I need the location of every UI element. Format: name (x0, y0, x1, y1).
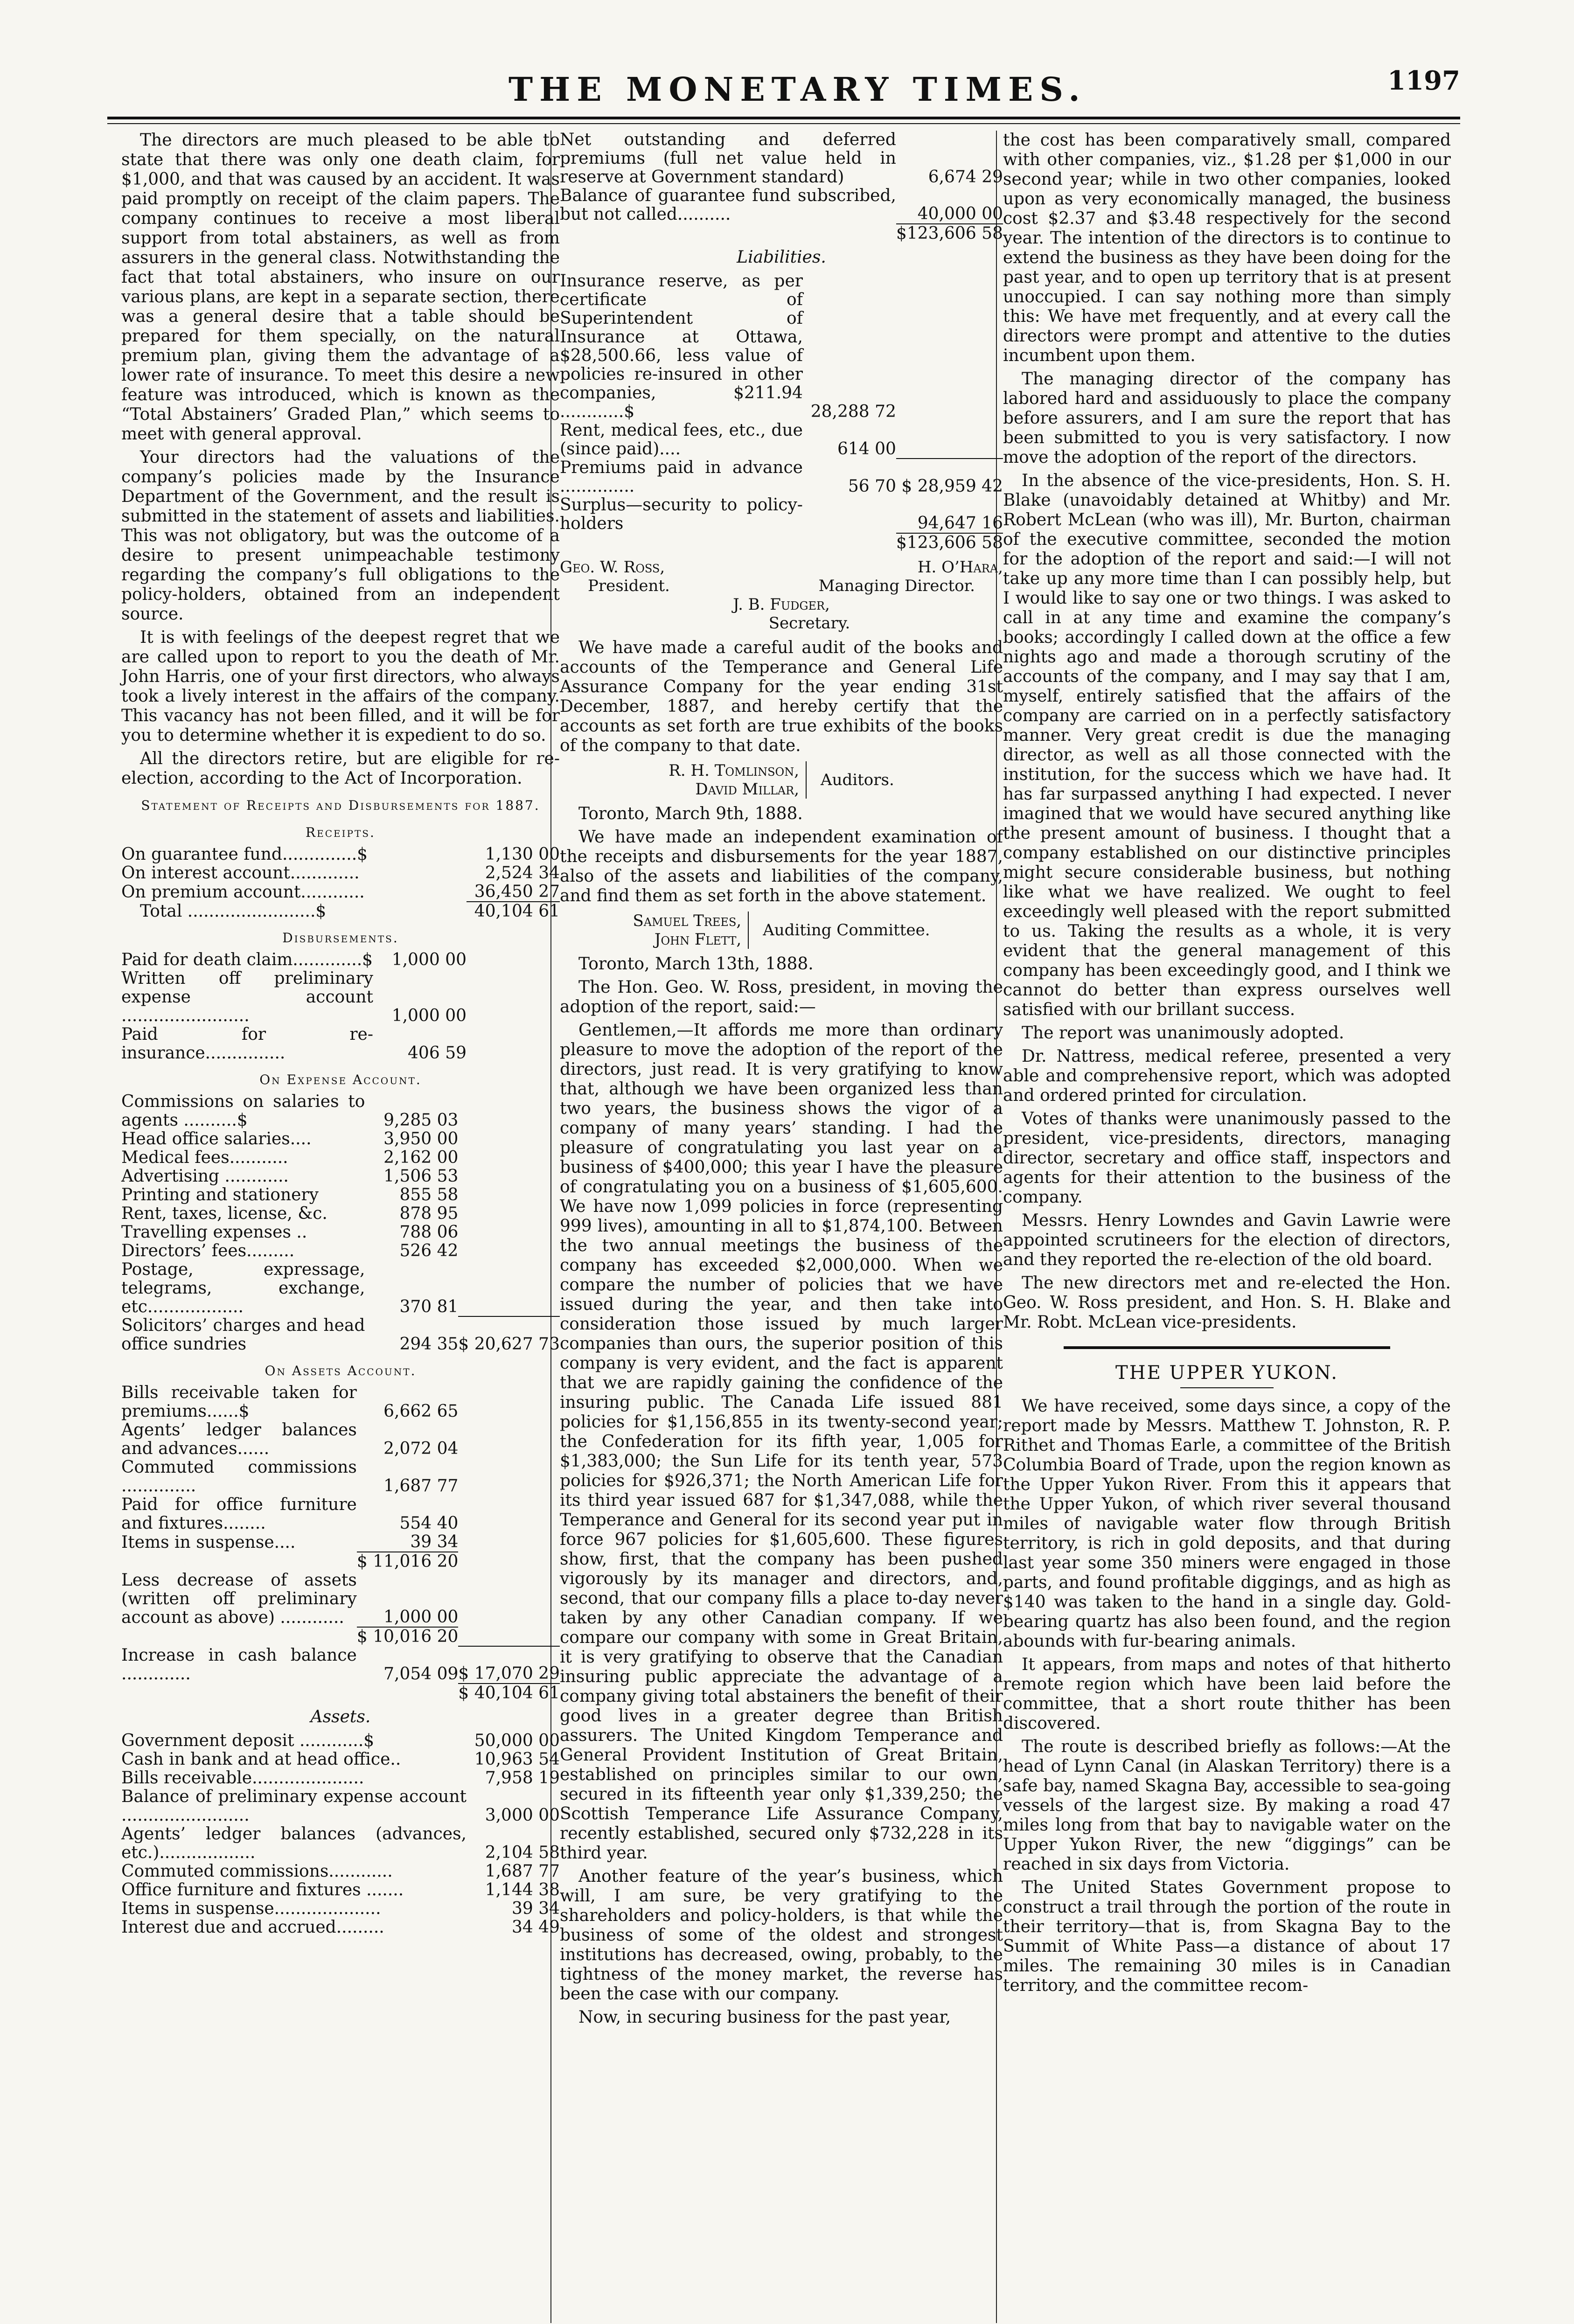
subtotal-row (121, 1627, 560, 1646)
table-row (121, 1130, 560, 1148)
amount-cell: 10,963 54 (474, 1750, 560, 1769)
assets-account-table (121, 1384, 560, 1703)
paragraph: Gentlemen,—It affords me more than ordinary pleasure to move the adoption of the report of the directors, just read. It is very gratifying to know that, although we have been organized less than two years, the business shows the vigor of a company of many years’ standing. I had the pleasure of congratulating you last year on a business of $400,000; this year I have the pleasure of congratulating you on a business of $1,605,600. We have now 1,099 policies in force (representing 999 lives), amounting in all to $1,874,100. Between the two annual meetings the business of the company has exceeded $2,000,000. When we compare the number of policies that we have issued during the year, and then take into consideration those issued by much larger companies than ours, the superior position of this company is very evident, and the fact is apparent that we are rapidly gaining the confidence of the insuring public. The Canada Life issued 881 policies for $1,156,855 in its twenty-second year; the Confederation for its fifth year, 1,005 for $1,383,000; the Sun Life for its tenth year, 573 policies for $926,371; the North American Life for its third year issued 687 for $1,347,088, while the Temperance and General for its second year put in force 967 policies for $1,605,600. These figures show, first, that the company has been pushed vigorously by its manager and directors, and, second, that our company fills a place to-day never taken by any other Canadian company. If we compare our company with some in Great Britain, it is very gratifying to observe that the Canadian insuring public appreciate the advantage of a company giving total abstainers the benefit of their good lives in a greater degree than British assurers. The United Kingdom Temperance and General Provident Institution of Great Britain, established on principles similar to our own, secured in its fifteenth year only $1,339,250; the Scottish Temperance Life Assurance Company, recently established, secured only $732,228 in its third year. (560, 1021, 1003, 1863)
amount-cell: 28,288 72 (810, 402, 896, 421)
amount-cell: 40,104 61 (467, 902, 560, 921)
label-cell: Advertising ............ (121, 1167, 289, 1186)
masthead-title: THE MONETARY TIMES. (508, 70, 1086, 109)
table-row (121, 1571, 560, 1627)
label-cell: Solicitors’ charges and head office sundries (121, 1316, 365, 1354)
table-row (560, 496, 1003, 533)
total-row (121, 902, 560, 921)
label-cell: Items in suspense.... (121, 1533, 296, 1552)
liabilities-heading: Liabilities. (737, 248, 826, 267)
label-cell: Rent, medical fees, etc., due (since paid).... (560, 421, 803, 459)
label-cell: Printing and stationery (121, 1185, 319, 1204)
amount-cell: 1,687 77 (383, 1476, 459, 1496)
amount-cell (373, 845, 467, 864)
amount-cell: $123,606 58 (896, 224, 1003, 243)
table-row (121, 1025, 560, 1063)
table-row (121, 1769, 560, 1788)
amount-cell (803, 533, 896, 552)
total-row (121, 1684, 560, 1703)
paragraph: The Hon. Geo. W. Ross, president, in moving the adoption of the report, said:— (560, 978, 1003, 1016)
total-row (560, 533, 1003, 552)
expense-table (121, 1092, 560, 1354)
table-row (121, 1732, 560, 1750)
label-cell: Total ........................$ (140, 902, 327, 921)
auditor-name: R. H. Tomlinson, (669, 761, 800, 780)
label-cell: Bills receivable taken for premiums......$ (121, 1383, 357, 1421)
paragraph: We have made an independent examination of the receipts and disbursements for the year 1887, also of the assets and liabilities of the company, and find them as set forth in the above statement. (560, 828, 1003, 905)
dateline: Toronto, March 9th, 1888. (578, 804, 803, 823)
amount-cell: 1,506 53 (383, 1167, 459, 1186)
amount-cell: 2,104 58 (485, 1843, 560, 1862)
paragraph: The route is described briefly as follows:—At the head of Lynn Canal (in Alaskan Territory) there is a safe bay, named Skagna Bay, accessible to sea-going vessels of the largest size. By making a road 47 miles long from that bay to navigable water on the Upper Yukon River, the new “diggings” can be reached in six days from Victoria. (1003, 1737, 1451, 1874)
amount-cell: 50,000 00 (474, 1731, 560, 1750)
label-cell (560, 533, 803, 552)
auditor-name: David Millar, (695, 780, 800, 799)
signatory-name: J. B. Fudger, (733, 595, 830, 614)
amount-cell (458, 1421, 560, 1458)
paragraph: In the absence of the vice-presidents, Hon. S. H. Blake (unavoidably detained at Whitby) and Mr. Robert McLean (who was ill), Mr. Burton, chairman of the executive committee, seconded the motion for the adoption of the report and said:—I will not take up any more time than I can possibly help, but I would like to say one or two things. I was asked to call in at any time and examine the company’s books; accordingly I called down at the office a few nights ago and made a thorough scrutiny of the accounts of the company, and I may say that I am, myself, entirely satisfied that the affairs of the company are carried on in a perfectly satisfactory manner. Very great credit is due the managing director, as well as all those connected with the institution, for the success which we have had. It has far surpassed anything I had expected. I never imagined that we would have secured anything like the present amount of business. I thought that a company established on our distinctive principles might secure considerable business, but nothing like what we have realized. We ought to feel exceedingly well pleased with the report submitted to us. Taking the results as a whole, it is very evident that the general management of this company has been exceedingly good, and I think we cannot do better than express ourselves well satisfied with our brillant success. (1003, 471, 1451, 1019)
amount-cell (896, 421, 1003, 459)
amount-cell (458, 1148, 560, 1167)
signatory-name: H. O’Hara, (917, 558, 1003, 577)
committee-name: Samuel Trees, (633, 912, 742, 930)
paragraph: We have received, some days since, a copy of the report made by Messrs. Matthew T. Johnston, R. P. Rithet and Thomas Earle, a committee of the British Columbia Board of Trade, upon the region known as the Upper Yukon River. From this it appears that the Upper Yukon, of which river several thousand miles of navigable water flow through British territory, is rich in gold deposits, and that during last year some 350 miners were engaged in those parts, and found profitable diggings, and as high as $140 was taken to the hand in a single day. Gold-bearing quartz has also been found, and the region abounds with fur-bearing animals. (1003, 1397, 1451, 1651)
table-row (121, 1900, 560, 1918)
page-header (107, 56, 1460, 126)
label-cell: Interest due and accrued......... (121, 1918, 384, 1937)
table-row (121, 1384, 560, 1421)
table-row (121, 1918, 560, 1937)
label-cell: Items in suspense.................... (121, 1899, 381, 1918)
paragraph: The directors are much pleased to be able to state that there was only one death claim, for $1,000, and that was caused by an accident. It was paid promptly on receipt of the claim papers. The company continues to receive a most liberal support from total abstainers, as well as from assurers in the general class. Notwithstanding the fact that total abstainers, who insure on our various plans, are kept in a separate section, there was a general desire that a table should be prepared for them specially, on the natural premium plan, giving them the advantage of a lower rate of insurance. To meet this desire a new feature was introduced, which is known as the “Total Abstainers’ Graded Plan,” which seems to meet with general approval. (121, 131, 560, 444)
table-row (121, 1092, 560, 1130)
paragraph: It appears, from maps and notes of that hitherto remote region which have been laid before the committee, that a short route thither has been discovered. (1003, 1655, 1451, 1733)
table-row (560, 421, 1003, 459)
label-cell: On interest account............. (121, 863, 360, 883)
paragraph: Now, in securing business for the past year, (578, 2008, 951, 2027)
table-row (121, 1533, 560, 1552)
table-row (121, 1825, 560, 1862)
amount-cell: 1,000 00 (391, 950, 467, 969)
amount-cell (467, 969, 560, 1025)
amount-cell (896, 272, 1003, 421)
expense-heading: On Expense Account. (259, 1072, 422, 1087)
paragraph: Messrs. Henry Lowndes and Gavin Lawrie were appointed scrutineers for the election of directors, and they reported the re-election of the old board. (1003, 1211, 1451, 1269)
table-row (121, 1458, 560, 1496)
amount-cell: 34 49 (511, 1918, 560, 1937)
amount-cell (458, 1130, 560, 1148)
label-cell: Surplus—security to policy-holders (560, 495, 803, 533)
paragraph: Votes of thanks were unanimously passed to the president, vice-presidents, directors, managing director, secretary and office staff, inspectors and agents for their attention to the business of the company. (1003, 1109, 1451, 1207)
table-row (121, 969, 560, 1025)
amount-cell: 36,450 27 (474, 882, 560, 901)
table-row (121, 883, 560, 902)
amount-cell (373, 902, 467, 921)
amount-cell: $ 10,016 20 (356, 1627, 459, 1646)
amount-cell: 1,000 00 (383, 1607, 459, 1627)
amount-cell: 526 42 (399, 1241, 459, 1260)
label-cell: Net outstanding and deferred premiums (full net value held in reserve at Government standard) (560, 130, 896, 187)
label-cell: Cash in bank and at head office.. (121, 1750, 401, 1769)
amount-cell (458, 1458, 560, 1496)
signatory-name: Geo. W. Ross, (560, 558, 665, 577)
paragraph: The United States Government propose to construct a trail through the portion of the route in their territory—that is, from Skagna Bay to the Summit of White Pass—a distance of about 17 miles. The remaining 30 miles is in Canadian territory, and the committee recom- (1003, 1878, 1451, 1995)
table-row (121, 951, 560, 969)
amount-cell (458, 1204, 560, 1223)
paragraph: The managing director of the company has labored hard and assiduously to place the company before assurers, and I am sure the report that has been submitted to you is very satisfactory. I now move the adoption of the report of the directors. (1003, 369, 1451, 467)
label-cell: Bills receivable..................... (121, 1768, 364, 1788)
label-cell: Medical fees........... (121, 1148, 288, 1167)
label-cell (121, 1627, 357, 1646)
amount-cell: 614 00 (837, 439, 896, 459)
label-cell: Paid for re-insurance............... (121, 1025, 373, 1063)
amount-cell (458, 1496, 560, 1533)
amount-cell: 1,687 77 (485, 1862, 560, 1881)
amount-cell: 39 34 (410, 1532, 459, 1552)
paragraph: Your directors had the valuations of the company’s policies made by the Insurance Department of the Government, and the result is submitted in the statement of assets and liabilities. This was not obligatory, but was the outcome of a desire to present unimpeachable testimony regarding the company’s full obligations to the policy-holders, obtained from an independent source. (121, 448, 560, 624)
amount-cell (458, 1384, 560, 1421)
table-row (121, 845, 560, 864)
amount-cell: 2,524 34 (485, 863, 560, 883)
table-row (560, 272, 1003, 421)
signatory-title: President. (588, 577, 670, 595)
label-cell (121, 1552, 357, 1571)
label-cell: Postage, expressage, telegrams, exchange, etc.................. (121, 1260, 365, 1316)
assets-continued-table (560, 131, 1003, 243)
assets-account-heading: On Assets Account. (265, 1363, 417, 1378)
paragraph: We have made a careful audit of the books and accounts of the Temperance and General Life Assurance Company for the year ending 31st December, 1887, and hereby certify that the accounts as set forth are true exhibits of the books of the company to that date. (560, 638, 1003, 755)
amount-cell: $123,606 58 (896, 533, 1003, 552)
amount-cell: $ 11,016 20 (356, 1552, 459, 1571)
table-row (121, 1750, 560, 1769)
amount-cell: 1,130 00 (485, 845, 560, 864)
paragraph: All the directors retire, but are eligible for re-election, according to the Act of Incorporation. (121, 749, 560, 788)
amount-cell: 788 06 (399, 1223, 459, 1242)
label-cell: Head office salaries.... (121, 1129, 312, 1148)
label-cell: Increase in cash balance ............. (121, 1646, 357, 1684)
table-row (560, 131, 1003, 187)
amount-cell (458, 1167, 560, 1186)
amount-cell (803, 496, 896, 533)
amount-cell (458, 1092, 560, 1130)
dateline: Toronto, March 13th, 1888. (578, 954, 814, 974)
amount-cell (467, 1025, 560, 1063)
label-cell: Directors’ fees......... (121, 1241, 295, 1260)
table-row (121, 1788, 560, 1825)
amount-cell (458, 1223, 560, 1242)
paragraph: It is with feelings of the deepest regret that we are called upon to report to you the death of Mr. John Harris, one of your first directors, who always took a lively interest in the affairs of the company. This vacancy has not been filled, and it will be for you to determine whether it is expedient to do so. (121, 628, 560, 745)
column-3 (1003, 131, 1451, 1999)
column-2 (560, 131, 1003, 2031)
label-cell (121, 1684, 357, 1703)
signatory-title: Managing Director. (818, 577, 975, 595)
label-cell: Commuted commissions .............. (121, 1458, 357, 1496)
table-row (121, 1316, 560, 1354)
table-row (121, 1242, 560, 1260)
label-cell: Government deposit ............$ (121, 1731, 375, 1750)
label-cell: On premium account............ (121, 883, 365, 902)
disbursements-heading: Disbursements. (282, 930, 399, 946)
table-row (121, 1186, 560, 1204)
amount-cell: 6,674 29 (928, 167, 1003, 187)
amount-cell (458, 1571, 560, 1627)
label-cell: Agents’ ledger balances and advances...... (121, 1420, 357, 1458)
assets-table (121, 1732, 560, 1937)
signatures (560, 558, 1003, 633)
amount-cell: 406 59 (408, 1044, 467, 1063)
amount-cell: 2,162 00 (383, 1148, 459, 1167)
label-cell (357, 1684, 459, 1703)
amount-cell: 554 40 (399, 1514, 459, 1533)
paragraph: the cost has been comparatively small, compared with other companies, viz., $1.28 per $1,000 in our second year; while in two other companies, looked upon as very economically managed, the business cost $2.37 and $3.48 respectively for the second year. The intention of the directors is to continue to extend the business as they have been doing for the past year, and to open up territory that is at present unoccupied. I can say nothing more than simply this: We have met frequently, and at every call the directors were prompt and attentive to the duties incumbent upon them. (1003, 131, 1451, 365)
table-row (560, 187, 1003, 224)
amount-cell: 7,054 09 (383, 1664, 459, 1684)
label-cell: Travelling expenses .. (121, 1223, 307, 1242)
label-cell: Commissions on salaries to agents ..........$ (121, 1092, 365, 1130)
disbursements-table (121, 951, 560, 1063)
amount-cell: 1,000 00 (391, 1006, 467, 1025)
table-row (121, 1646, 560, 1684)
table-row (121, 1260, 560, 1316)
label-cell (560, 224, 896, 243)
table-row (121, 1881, 560, 1900)
amount-cell: 294 35 (399, 1335, 459, 1354)
table-row (560, 459, 1003, 496)
amount-cell: $ 40,104 61 (458, 1684, 560, 1703)
amount-cell: 94,647 16 (917, 514, 1003, 533)
title-rule (1180, 1387, 1274, 1388)
label-cell: Commuted commissions............ (121, 1862, 393, 1881)
amount-cell: 3,000 00 (485, 1806, 560, 1825)
paragraph: Dr. Nattress, medical referee, presented a very able and comprehensive report, which was adopted and ordered printed for circulation. (1003, 1047, 1451, 1105)
total-row (560, 224, 1003, 243)
receipts-table (121, 845, 560, 921)
label-cell: Paid for death claim.............$ (121, 950, 373, 969)
amount-cell: 56 70 (848, 477, 896, 496)
amount-cell: 855 58 (399, 1185, 459, 1204)
label-cell: Paid for office furniture and fixtures........ (121, 1495, 357, 1533)
amount-cell: 40,000 00 (917, 204, 1003, 223)
amount-cell (458, 1552, 560, 1571)
table-row (121, 1496, 560, 1533)
amount-cell: 9,285 03 (383, 1111, 459, 1130)
header-rule (107, 117, 1460, 119)
page-number: 1197 (1387, 65, 1460, 96)
label-cell: Less decrease of assets (written off preliminary account as above) ............ (121, 1571, 357, 1627)
amount-cell: 878 95 (399, 1204, 459, 1223)
amount-cell: 7,958 19 (485, 1768, 560, 1788)
table-row (121, 1862, 560, 1881)
assets-heading: Assets. (310, 1707, 371, 1726)
amount-cell: $ 17,070 29 (458, 1646, 560, 1684)
liabilities-table (560, 272, 1003, 552)
amount-cell: 370 81 (399, 1297, 459, 1316)
amount-cell: 3,950 00 (383, 1129, 459, 1148)
committee-signature (560, 912, 1003, 949)
label-cell: Insurance reserve, as per certificate of Superintendent of Insurance at Ottawa, $28,500.66, less value of policies re-insured in other companies, $211.94 ............$ (560, 271, 803, 421)
amount-cell: 6,662 65 (383, 1402, 459, 1421)
paragraph: Another feature of the year’s business, which will, I am sure, be very gratifying to the shareholders and policy-holders, is that while the business of some of the oldest and strongest institutions has decreased, owing, probably, to the tightness of the money market, the reverse has been the case with our company. (560, 1867, 1003, 2004)
label-cell: Balance of preliminary expense account ........................ (121, 1787, 467, 1825)
paragraph: The report was unanimously adopted. (1022, 1023, 1344, 1043)
label-cell: Premiums paid in advance .............. (560, 458, 803, 496)
amount-cell (373, 883, 467, 902)
table-row (121, 1204, 560, 1223)
amount-cell (458, 1533, 560, 1552)
label-cell: Written off preliminary expense account ........................ (121, 969, 373, 1025)
column-1 (121, 131, 560, 1937)
statement-title: Statement of Receipts and Disbursements for 1887. (141, 798, 540, 813)
amount-cell (458, 1186, 560, 1204)
amount-cell: 1,144 38 (485, 1880, 560, 1900)
amount-cell (458, 1242, 560, 1260)
label-cell: On guarantee fund..............$ (121, 845, 368, 864)
amount-cell: 2,072 04 (383, 1439, 459, 1458)
label-cell: Rent, taxes, license, &c. (121, 1204, 327, 1223)
auditors-label: Auditors. (821, 771, 894, 789)
amount-cell (373, 864, 467, 883)
paragraph: The new directors met and re-elected the Hon. Geo. W. Ross president, and Hon. S. H. Blake and Mr. Robt. McLean vice-presidents. (1003, 1273, 1451, 1332)
amount-cell: $ 28,959 42 (896, 459, 1003, 496)
amount-cell (467, 951, 560, 969)
amount-cell: 39 34 (511, 1899, 560, 1918)
signatory-title: Secretary. (768, 614, 850, 633)
amount-cell (458, 1260, 560, 1316)
amount-cell: $ 20,627 73 (458, 1316, 560, 1354)
table-row (121, 1148, 560, 1167)
committee-name: John Flett, (654, 930, 742, 949)
auditors-signature (560, 761, 1003, 799)
section-divider (1064, 1346, 1390, 1349)
committee-label: Auditing Committee. (763, 921, 930, 939)
label-cell: Agents’ ledger balances (advances, etc.).................. (121, 1824, 467, 1862)
header-rule-thin (107, 123, 1460, 124)
table-row (121, 1223, 560, 1242)
table-row (121, 1167, 560, 1186)
subtotal-row (121, 1552, 560, 1571)
receipts-heading: Receipts. (306, 825, 376, 840)
label-cell: Balance of guarantee fund subscribed, but not called.......... (560, 186, 896, 224)
article-title: THE UPPER YUKON. (1115, 1362, 1338, 1384)
table-row (121, 864, 560, 883)
label-cell: Office furniture and fixtures ....... (121, 1880, 404, 1900)
amount-cell (458, 1627, 560, 1646)
table-row (121, 1421, 560, 1458)
